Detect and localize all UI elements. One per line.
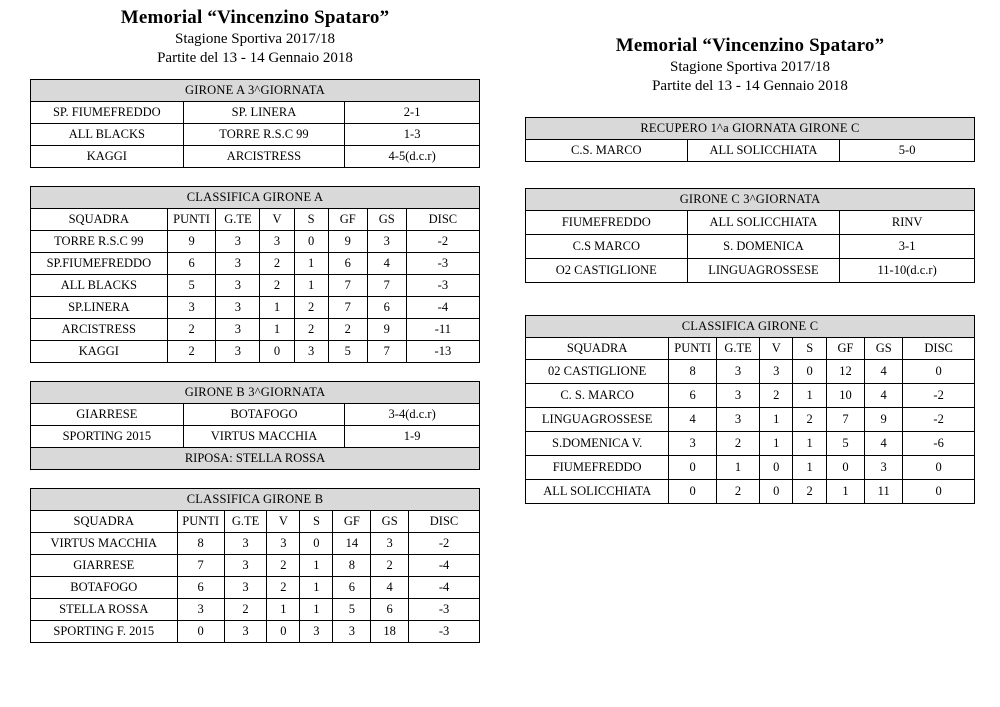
match-score: 3-1	[840, 235, 975, 259]
cell-gs: 7	[367, 341, 406, 363]
cell-gte: 3	[224, 533, 267, 555]
cell-gs: 3	[367, 231, 406, 253]
cell-gs: 4	[371, 577, 409, 599]
table-row	[526, 456, 975, 480]
girone-a-results-block	[30, 79, 480, 168]
table-title-row	[526, 316, 975, 338]
cell-disc: -6	[903, 432, 975, 456]
cell-v: 2	[260, 253, 294, 275]
table-title-row	[31, 382, 480, 404]
cell-s: 3	[300, 621, 333, 643]
table-title-row	[31, 489, 480, 511]
cell-gs: 9	[865, 408, 903, 432]
cell-gs: 7	[367, 275, 406, 297]
cell-s: 2	[793, 408, 826, 432]
table-row	[31, 275, 480, 297]
match-away: BOTAFOGO	[183, 404, 345, 426]
column-header-disc: DISC	[406, 209, 479, 231]
cell-gs: 3	[371, 533, 409, 555]
column-header-gf: GF	[826, 338, 864, 360]
cell-disc: -3	[406, 253, 479, 275]
girone-c-results-table	[525, 188, 975, 283]
cell-squadra: VIRTUS MACCHIA	[31, 533, 178, 555]
cell-v: 2	[760, 384, 793, 408]
table-row	[526, 211, 975, 235]
match-score: 1-3	[345, 124, 480, 146]
table-row	[31, 621, 480, 643]
column-header-s: S	[294, 209, 328, 231]
cell-disc: 0	[903, 456, 975, 480]
cell-squadra: ALL BLACKS	[31, 275, 168, 297]
cell-gs: 6	[367, 297, 406, 319]
column-header-gs: GS	[865, 338, 903, 360]
match-away: TORRE R.S.C 99	[183, 124, 345, 146]
cell-punti: 6	[669, 384, 717, 408]
cell-squadra: FIUMEFREDDO	[526, 456, 669, 480]
match-away: LINGUAGROSSESE	[687, 259, 840, 283]
girone-c-results-block	[525, 188, 975, 283]
cell-squadra: GIARRESE	[31, 555, 178, 577]
cell-gf: 6	[333, 577, 371, 599]
right-header-title: Memorial “Vincenzino Spataro”	[615, 35, 885, 56]
cell-punti: 6	[167, 253, 216, 275]
table-row	[526, 235, 975, 259]
cell-s: 0	[793, 360, 826, 384]
column-header-gte: G.TE	[717, 338, 760, 360]
cell-s: 0	[300, 533, 333, 555]
cell-gte: 2	[224, 599, 267, 621]
table-row	[31, 404, 480, 426]
table-row	[31, 599, 480, 621]
cell-punti: 8	[177, 533, 224, 555]
cell-disc: -2	[903, 384, 975, 408]
table-row	[31, 555, 480, 577]
column-header-gte: G.TE	[216, 209, 260, 231]
cell-s: 1	[300, 599, 333, 621]
cell-gs: 6	[371, 599, 409, 621]
cell-squadra: SPORTING F. 2015	[31, 621, 178, 643]
table-row	[31, 341, 480, 363]
cell-disc: -3	[406, 275, 479, 297]
recupero-table	[525, 117, 975, 162]
cell-gs: 4	[367, 253, 406, 275]
table-row	[31, 146, 480, 168]
cell-punti: 0	[669, 480, 717, 504]
cell-squadra: STELLA ROSSA	[31, 599, 178, 621]
table-row	[31, 577, 480, 599]
cell-v: 2	[267, 577, 300, 599]
cell-disc: -4	[409, 577, 480, 599]
cell-v: 2	[267, 555, 300, 577]
cell-gf: 14	[333, 533, 371, 555]
girone-b-results-block	[30, 381, 480, 470]
column-header-disc: DISC	[903, 338, 975, 360]
column-header-gf: GF	[328, 209, 367, 231]
cell-gte: 3	[216, 231, 260, 253]
cell-gf: 12	[826, 360, 864, 384]
girone-a-results-table	[30, 79, 480, 168]
cell-v: 0	[760, 456, 793, 480]
cell-gf: 7	[328, 297, 367, 319]
match-away: S. DOMENICA	[687, 235, 840, 259]
cell-squadra: BOTAFOGO	[31, 577, 178, 599]
cell-gte: 3	[717, 384, 760, 408]
cell-punti: 2	[167, 341, 216, 363]
match-score: 5-0	[840, 140, 975, 162]
classifica-a-table	[30, 186, 480, 363]
cell-punti: 7	[177, 555, 224, 577]
cell-disc: -11	[406, 319, 479, 341]
cell-s: 1	[793, 384, 826, 408]
cell-gte: 3	[216, 319, 260, 341]
match-home: FIUMEFREDDO	[526, 211, 688, 235]
cell-s: 1	[294, 275, 328, 297]
cell-squadra: ARCISTRESS	[31, 319, 168, 341]
right-column	[525, 0, 975, 522]
column-header-v: V	[260, 209, 294, 231]
cell-punti: 3	[177, 599, 224, 621]
match-score: 4-5(d.c.r)	[345, 146, 480, 168]
cell-gs: 11	[865, 480, 903, 504]
column-header-disc: DISC	[409, 511, 480, 533]
cell-squadra: 02 CASTIGLIONE	[526, 360, 669, 384]
cell-v: 0	[260, 341, 294, 363]
cell-gte: 2	[717, 480, 760, 504]
match-home: SPORTING 2015	[31, 426, 184, 448]
match-home: C.S. MARCO	[526, 140, 688, 162]
table-title-row	[526, 189, 975, 211]
cell-gte: 3	[717, 408, 760, 432]
classifica-c-title: CLASSIFICA GIRONE C	[526, 316, 975, 338]
cell-v: 1	[260, 297, 294, 319]
table-header-row	[31, 209, 480, 231]
cell-punti: 0	[177, 621, 224, 643]
cell-v: 1	[267, 599, 300, 621]
cell-s: 1	[793, 432, 826, 456]
recupero-title: RECUPERO 1^a GIORNATA GIRONE C	[526, 118, 975, 140]
cell-squadra: SP.FIUMEFREDDO	[31, 253, 168, 275]
cell-gs: 3	[865, 456, 903, 480]
match-away: ALL SOLICCHIATA	[687, 211, 840, 235]
match-score: 3-4(d.c.r)	[345, 404, 480, 426]
cell-punti: 4	[669, 408, 717, 432]
girone-b-results-table	[30, 381, 480, 470]
table-row	[526, 480, 975, 504]
cell-gf: 6	[328, 253, 367, 275]
girone-a-results-title: GIRONE A 3^GIORNATA	[31, 80, 480, 102]
match-home: GIARRESE	[31, 404, 184, 426]
match-home: ALL BLACKS	[31, 124, 184, 146]
column-header-s: S	[300, 511, 333, 533]
table-row	[526, 140, 975, 162]
cell-disc: -4	[406, 297, 479, 319]
cell-gs: 18	[371, 621, 409, 643]
cell-punti: 3	[167, 297, 216, 319]
cell-gf: 5	[826, 432, 864, 456]
column-header-v: V	[267, 511, 300, 533]
girone-b-results-title: GIRONE B 3^GIORNATA	[31, 382, 480, 404]
cell-disc: 0	[903, 360, 975, 384]
column-header-punti: PUNTI	[167, 209, 216, 231]
cell-gf: 3	[333, 621, 371, 643]
match-score: 1-9	[345, 426, 480, 448]
right-header-dates: Partite del 13 - 14 Gennaio 2018	[652, 77, 848, 94]
cell-squadra: SP.LINERA	[31, 297, 168, 319]
cell-disc: -4	[409, 555, 480, 577]
cell-s: 3	[294, 341, 328, 363]
cell-gte: 3	[224, 621, 267, 643]
table-title-row	[31, 80, 480, 102]
cell-disc: -3	[409, 599, 480, 621]
match-away: VIRTUS MACCHIA	[183, 426, 345, 448]
cell-gte: 1	[717, 456, 760, 480]
cell-punti: 6	[177, 577, 224, 599]
cell-gs: 2	[371, 555, 409, 577]
match-home: C.S MARCO	[526, 235, 688, 259]
cell-gf: 10	[826, 384, 864, 408]
cell-s: 1	[300, 577, 333, 599]
cell-s: 1	[300, 555, 333, 577]
match-home: KAGGI	[31, 146, 184, 168]
cell-squadra: C. S. MARCO	[526, 384, 669, 408]
cell-gte: 3	[216, 253, 260, 275]
table-row	[31, 319, 480, 341]
match-away: ALL SOLICCHIATA	[687, 140, 840, 162]
match-score: 11-10(d.c.r)	[840, 259, 975, 283]
column-header-gf: GF	[333, 511, 371, 533]
recupero-block	[525, 117, 975, 162]
cell-gf: 1	[826, 480, 864, 504]
cell-disc: -2	[903, 408, 975, 432]
match-home: SP. FIUMEFREDDO	[31, 102, 184, 124]
match-away: SP. LINERA	[183, 102, 345, 124]
cell-gf: 5	[328, 341, 367, 363]
classifica-c-table	[525, 315, 975, 504]
right-header	[525, 0, 975, 95]
table-row	[526, 384, 975, 408]
left-header	[30, 0, 480, 67]
cell-disc: -13	[406, 341, 479, 363]
cell-punti: 0	[669, 456, 717, 480]
classifica-b-table	[30, 488, 480, 643]
cell-s: 2	[793, 480, 826, 504]
cell-gte: 3	[216, 297, 260, 319]
table-footer-row	[31, 448, 480, 470]
cell-punti: 3	[669, 432, 717, 456]
cell-v: 1	[760, 432, 793, 456]
column-header-squadra: SQUADRA	[526, 338, 669, 360]
cell-s: 1	[294, 253, 328, 275]
table-row	[31, 124, 480, 146]
table-row	[526, 360, 975, 384]
cell-v: 2	[260, 275, 294, 297]
match-score: RINV	[840, 211, 975, 235]
cell-punti: 9	[167, 231, 216, 253]
classifica-b-title: CLASSIFICA GIRONE B	[31, 489, 480, 511]
cell-s: 2	[294, 319, 328, 341]
cell-v: 0	[267, 621, 300, 643]
cell-squadra: ALL SOLICCHIATA	[526, 480, 669, 504]
cell-gf: 5	[333, 599, 371, 621]
girone-c-results-title: GIRONE C 3^GIORNATA	[526, 189, 975, 211]
cell-gte: 3	[224, 555, 267, 577]
column-header-squadra: SQUADRA	[31, 209, 168, 231]
table-row	[31, 253, 480, 275]
cell-gf: 2	[328, 319, 367, 341]
left-header-dates: Partite del 13 - 14 Gennaio 2018	[157, 49, 353, 66]
table-row	[31, 533, 480, 555]
cell-gf: 7	[826, 408, 864, 432]
left-header-season: Stagione Sportiva 2017/18	[175, 30, 335, 47]
cell-v: 3	[760, 360, 793, 384]
cell-gs: 4	[865, 432, 903, 456]
table-row	[526, 432, 975, 456]
table-row	[526, 408, 975, 432]
table-header-row	[526, 338, 975, 360]
match-away: ARCISTRESS	[183, 146, 345, 168]
classifica-b-block	[30, 488, 480, 643]
left-header-title: Memorial “Vincenzino Spataro”	[120, 7, 390, 28]
cell-disc: 0	[903, 480, 975, 504]
cell-disc: -3	[409, 621, 480, 643]
table-row	[31, 426, 480, 448]
table-row	[31, 102, 480, 124]
cell-gs: 4	[865, 360, 903, 384]
column-header-v: V	[760, 338, 793, 360]
column-header-gs: GS	[367, 209, 406, 231]
right-header-season: Stagione Sportiva 2017/18	[670, 58, 830, 75]
cell-gte: 2	[717, 432, 760, 456]
cell-disc: -2	[409, 533, 480, 555]
classifica-a-block	[30, 186, 480, 363]
cell-v: 3	[267, 533, 300, 555]
cell-s: 2	[294, 297, 328, 319]
cell-punti: 8	[669, 360, 717, 384]
cell-squadra: LINGUAGROSSESE	[526, 408, 669, 432]
table-header-row	[31, 511, 480, 533]
cell-gte: 3	[224, 577, 267, 599]
match-score: 2-1	[345, 102, 480, 124]
classifica-a-title: CLASSIFICA GIRONE A	[31, 187, 480, 209]
cell-gte: 3	[216, 341, 260, 363]
cell-v: 1	[760, 408, 793, 432]
classifica-c-block	[525, 315, 975, 504]
cell-s: 0	[294, 231, 328, 253]
table-row	[31, 297, 480, 319]
cell-gs: 4	[865, 384, 903, 408]
column-header-gte: G.TE	[224, 511, 267, 533]
cell-gf: 9	[328, 231, 367, 253]
cell-v: 0	[760, 480, 793, 504]
girone-b-riposa: RIPOSA: STELLA ROSSA	[31, 448, 480, 470]
cell-squadra: TORRE R.S.C 99	[31, 231, 168, 253]
column-header-gs: GS	[371, 511, 409, 533]
left-column	[30, 0, 480, 661]
column-header-s: S	[793, 338, 826, 360]
cell-gf: 7	[328, 275, 367, 297]
table-row	[31, 231, 480, 253]
cell-punti: 5	[167, 275, 216, 297]
cell-v: 3	[260, 231, 294, 253]
cell-s: 1	[793, 456, 826, 480]
match-home: O2 CASTIGLIONE	[526, 259, 688, 283]
cell-gte: 3	[717, 360, 760, 384]
cell-gf: 8	[333, 555, 371, 577]
cell-disc: -2	[406, 231, 479, 253]
cell-squadra: KAGGI	[31, 341, 168, 363]
table-title-row	[31, 187, 480, 209]
table-title-row	[526, 118, 975, 140]
cell-gs: 9	[367, 319, 406, 341]
column-header-punti: PUNTI	[177, 511, 224, 533]
cell-punti: 2	[167, 319, 216, 341]
cell-gte: 3	[216, 275, 260, 297]
cell-v: 1	[260, 319, 294, 341]
cell-squadra: S.DOMENICA V.	[526, 432, 669, 456]
column-header-punti: PUNTI	[669, 338, 717, 360]
cell-gf: 0	[826, 456, 864, 480]
column-header-squadra: SQUADRA	[31, 511, 178, 533]
table-row	[526, 259, 975, 283]
